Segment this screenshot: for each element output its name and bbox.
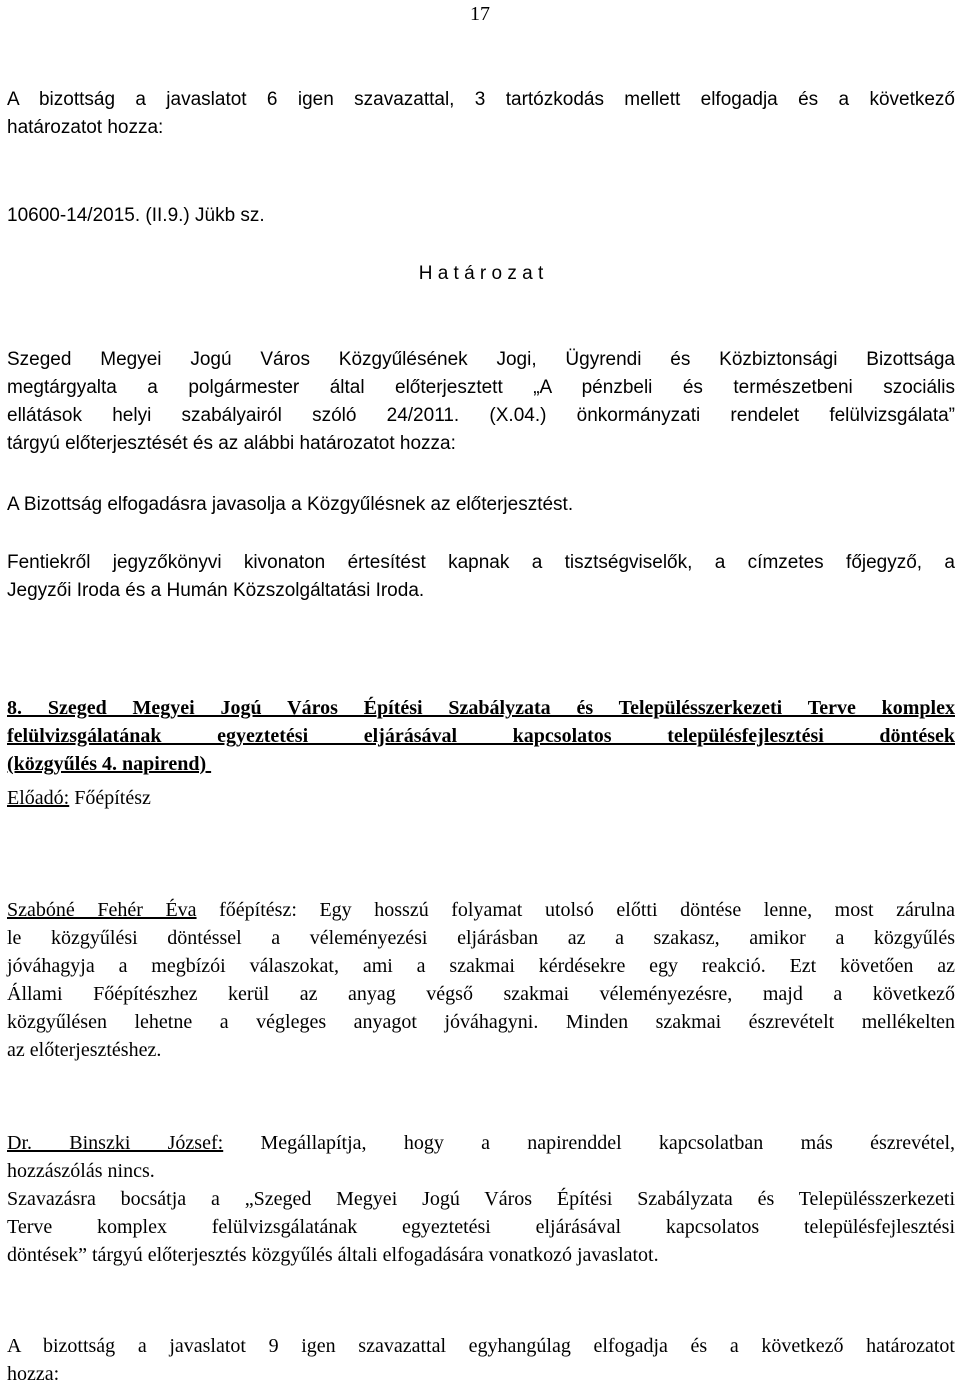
agenda-item-heading (7, 694, 955, 778)
text-line: ellátások helyi szabályairól szóló 24/2011. (X.04.) önkormányzati rendelet felülvizsgálata” (7, 405, 955, 426)
text-line: közgyűlésen lehetne a végleges anyagot jóváhagyni. Minden szakmai észrevételt mellékelten (7, 1011, 955, 1033)
text-line: hozzászólás nincs. (7, 1160, 155, 1182)
vote-paragraph (7, 1332, 955, 1388)
speaker-name: Dr. Binszki József: (7, 1132, 224, 1154)
text-line: le közgyűlési döntéssel a véleményezési eljárásban az a szakasz, amikor a közgyűlés (7, 927, 955, 949)
page-number: 17 (470, 3, 490, 25)
presenter-label: Előadó: (7, 787, 70, 809)
decision-text: A Bizottság elfogadásra javasolja a Közgyűlésnek az előterjesztést. (7, 494, 574, 515)
text-line (7, 1129, 955, 1157)
presenter-value: Főépítész (69, 787, 151, 809)
text-line: A bizottság a javaslatot 6 igen szavazattal, 3 tartózkodás mellett elfogadja és a következő (7, 89, 955, 110)
text-line: az előterjesztéshez. (7, 1039, 162, 1061)
text-line: 8. Szeged Megyei Jogú Város Építési Szabályzata és Településszerkezeti Terve komplex (7, 697, 955, 719)
text-line: A bizottság a javaslatot 9 igen szavazattal egyhangúlag elfogadja és a következő határozatot (7, 1335, 955, 1357)
speech-paragraph (7, 1129, 955, 1269)
text-line: (közgyűlés 4. napirend) (7, 753, 212, 775)
text-line: megtárgyalta a polgármester által előterjesztett „A pénzbeli és természetbeni szociális (7, 377, 955, 398)
notification-text (7, 549, 955, 605)
text-span: Megállapítja, hogy a napirenddel kapcsolatban más észrevétel, (223, 1132, 956, 1154)
text-line: Terve komplex felülvizsgálatának egyeztetési eljárásával kapcsolatos településfejlesztési (7, 1216, 955, 1238)
speech-paragraph (7, 896, 955, 1064)
speaker-name: Szabóné Fehér Éva (7, 899, 197, 921)
text-line: felülvizsgálatának egyeztetési eljárásával kapcsolatos településfejlesztési döntések (7, 725, 955, 747)
text-line: tárgyú előterjesztését és az alábbi határozatot hozza: (7, 433, 456, 454)
text-line: Jegyzői Iroda és a Humán Közszolgáltatási Iroda. (7, 580, 425, 601)
text-line: hozza: (7, 1363, 60, 1385)
resolution-heading: H a t á r o z a t (418, 263, 544, 284)
resolution-reference: 10600-14/2015. (II.9.) Jükb sz. (7, 205, 265, 226)
presenter-line (7, 784, 955, 812)
text-line: Szeged Megyei Jogú Város Közgyűlésének Jogi, Ügyrendi és Közbiztonsági Bizottsága (7, 349, 955, 370)
vote-paragraph (7, 86, 955, 142)
text-line: Fentiekről jegyzőkönyvi kivonaton értesítést kapnak a tisztségviselők, a címzetes főjegyző, a (7, 552, 955, 573)
text-line: Állami Főépítészhez kerül az anyag végső szakmai véleményezésre, majd a következő (7, 983, 955, 1005)
text-line: Szavazásra bocsátja a „Szeged Megyei Jogú Város Építési Szabályzata és Településszerkezeti (7, 1188, 955, 1210)
text-line: jóváhagyja a megbízói válaszokat, ami a szakmai kérdésekre egy reakció. Ezt követően az (7, 955, 955, 977)
resolution-text (7, 346, 955, 458)
text-line: határozatot hozza: (7, 117, 164, 138)
text-line: döntések” tárgyú előterjesztés közgyűlés általi elfogadására vonatkozó javaslatot. (7, 1244, 659, 1266)
text-line (7, 896, 955, 924)
text-span: főépítész: Egy hosszú folyamat utolsó előtti döntése lenne, most zárulna (196, 899, 955, 921)
